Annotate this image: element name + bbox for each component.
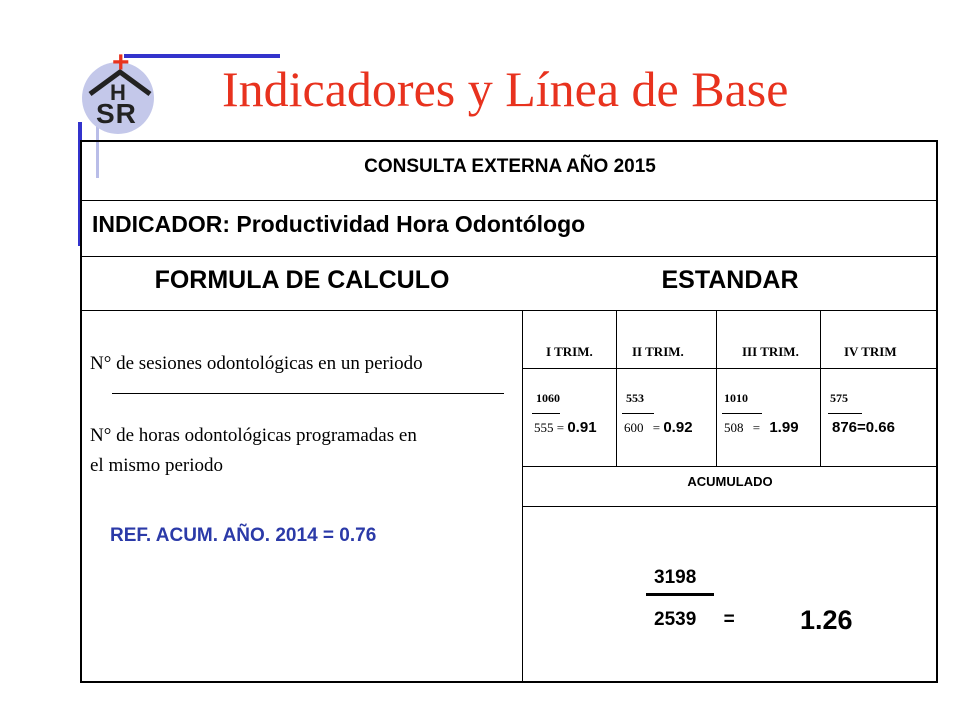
formula-denominator-line1: N° de horas odontológicas programadas en <box>90 425 417 446</box>
row-divider <box>82 256 938 257</box>
row-divider <box>82 200 938 201</box>
slide-title: Indicadores y Línea de Base <box>222 61 789 117</box>
logo <box>82 46 158 134</box>
quarter-den-2: 600 = 0.92 <box>624 419 693 436</box>
quarter-fraction-bar <box>828 413 862 414</box>
row-divider <box>82 310 938 311</box>
quarter-label-3: III TRIM. <box>742 344 799 359</box>
quarter-divider-v <box>716 310 717 466</box>
quarter-num-4: 575 <box>830 391 848 405</box>
quarter-label-1: I TRIM. <box>546 344 593 359</box>
accumulated-label: ACUMULADO <box>687 474 773 489</box>
quarter-divider-h <box>522 466 938 467</box>
logo-letter-h: H <box>110 80 126 105</box>
accumulated-fraction-bar <box>646 593 714 596</box>
column-header-formula: FORMULA DE CALCULO <box>154 266 450 294</box>
column-divider <box>522 310 523 683</box>
quarter-divider-v <box>616 310 617 466</box>
quarter-den-1: 555 = 0.91 <box>534 419 597 436</box>
column-header-standard: ESTANDAR <box>661 266 799 294</box>
indicator-label: INDICADOR: Productividad Hora Odontólogo <box>92 211 586 237</box>
quarter-den-4: 876=0.66 <box>832 419 895 436</box>
reference-value: REF. ACUM. AÑO. 2014 = 0.76 <box>110 525 377 546</box>
quarter-label-4: IV TRIM <box>844 344 897 359</box>
quarter-divider-h <box>522 368 938 369</box>
accumulated-result: 1.26 <box>800 605 853 635</box>
indicator-table <box>80 140 938 683</box>
quarter-num-3: 1010 <box>724 391 748 405</box>
accumulated-denominator: 2539 = <box>654 609 735 630</box>
formula-numerator: N° de sesiones odontológicas en un periodo <box>90 353 423 374</box>
formula-denominator-line2: el mismo periodo <box>90 455 223 476</box>
accumulated-numerator: 3198 <box>654 567 697 588</box>
table-header: CONSULTA EXTERNA AÑO 2015 <box>364 156 656 177</box>
quarter-den-3: 508 = 1.99 <box>724 419 799 436</box>
quarter-divider-v <box>820 310 821 466</box>
quarter-label-2: II TRIM. <box>632 344 684 359</box>
logo-letters-sr: SR <box>96 98 137 129</box>
fraction-bar <box>112 393 504 394</box>
quarter-divider-h <box>522 506 938 507</box>
quarter-fraction-bar <box>722 413 762 414</box>
quarter-fraction-bar <box>622 413 654 414</box>
quarter-fraction-bar <box>532 413 560 414</box>
quarter-num-1: 1060 <box>536 391 560 405</box>
quarter-num-2: 553 <box>626 391 644 405</box>
logo-cross: + <box>112 46 130 79</box>
